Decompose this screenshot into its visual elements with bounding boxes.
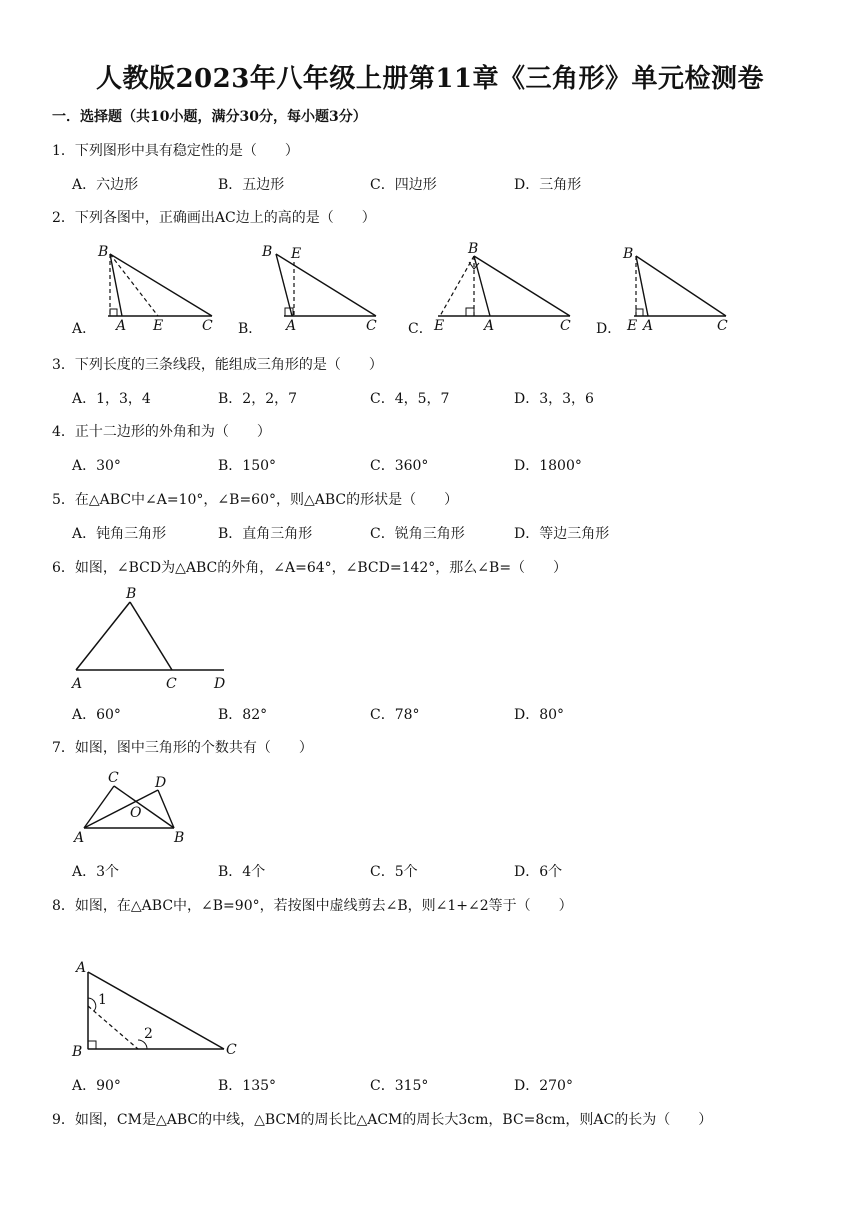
option-d: D．三角形 xyxy=(514,177,582,193)
question-3-stem: 3．下列长度的三条线段，能组成三角形的是（ ） xyxy=(52,357,383,373)
option-c: C．5个 xyxy=(370,864,418,880)
label-c: C xyxy=(560,318,571,334)
figure-2b-label: B． xyxy=(238,321,263,337)
option-d: D．270° xyxy=(514,1078,573,1094)
label-a: A xyxy=(484,318,495,334)
option-b: B．82° xyxy=(218,707,268,723)
figure-2c-label: C． xyxy=(408,321,433,337)
label-e: E xyxy=(434,318,445,334)
option-b: B．135° xyxy=(218,1078,277,1094)
label-b: B xyxy=(126,586,137,602)
option-c: C．四边形 xyxy=(370,177,437,193)
option-c: C．315° xyxy=(370,1078,429,1094)
label-b: B xyxy=(623,246,634,262)
option-d: D．等边三角形 xyxy=(514,526,610,542)
figure-2a-label: A． xyxy=(72,321,97,337)
label-d: D xyxy=(155,775,167,791)
label-e: E xyxy=(291,246,302,262)
section-heading: 一．选择题（共10小题，满分30分，每小题3分） xyxy=(52,109,367,125)
option-c: C．360° xyxy=(370,458,429,474)
label-e: E xyxy=(627,318,638,334)
option-a: A．1，3，4 xyxy=(72,391,151,407)
option-c: C．锐角三角形 xyxy=(370,526,465,542)
label-d: D xyxy=(214,676,226,692)
option-b: B．2，2，7 xyxy=(218,391,298,407)
question-6-stem: 6．如图，∠BCD为△ABC的外角，∠A=64°，∠BCD=142°，那么∠B=（ ） xyxy=(52,560,568,576)
option-b: B．直角三角形 xyxy=(218,526,313,542)
option-a: A．钝角三角形 xyxy=(72,526,167,542)
option-d: D．6个 xyxy=(514,864,563,880)
question-1-stem: 1．下列图形中具有稳定性的是（ ） xyxy=(52,143,299,159)
option-a: A．30° xyxy=(72,458,121,474)
label-a: A xyxy=(643,318,654,334)
label-b: B xyxy=(98,244,109,260)
question-8-options xyxy=(72,1075,752,1095)
label-c: C xyxy=(226,1042,237,1058)
option-c: C．78° xyxy=(370,707,420,723)
label-c: C xyxy=(202,318,213,334)
label-c: C xyxy=(717,318,728,334)
option-d: D．3，3，6 xyxy=(514,391,594,407)
question-7-stem: 7．如图，图中三角形的个数共有（ ） xyxy=(52,740,313,756)
option-d: D．80° xyxy=(514,707,565,723)
option-a: A．60° xyxy=(72,707,121,723)
label-a: A xyxy=(116,318,127,334)
angle-2-label: 2 xyxy=(144,1026,153,1042)
option-b: B．五边形 xyxy=(218,177,285,193)
question-4-stem: 4．正十二边形的外角和为（ ） xyxy=(52,424,271,440)
option-a: A．3个 xyxy=(72,864,120,880)
option-a: A．90° xyxy=(72,1078,121,1094)
question-2-stem: 2．下列各图中，正确画出AC边上的高的是（ ） xyxy=(52,210,376,226)
option-b: B．150° xyxy=(218,458,277,474)
option-a: A．六边形 xyxy=(72,177,139,193)
label-b: B xyxy=(468,241,479,257)
label-a: A xyxy=(72,676,83,692)
option-d: D．1800° xyxy=(514,458,582,474)
question-9-stem: 9．如图，CM是△ABC的中线，△BCM的周长比△ACM的周长大3cm，BC=8cm，则AC的长为（ ） xyxy=(52,1112,713,1128)
label-a: A xyxy=(74,830,85,846)
page-title: 人教版2023年八年级上册第11章《三角形》单元检测卷 xyxy=(95,64,765,94)
option-c: C．4，5，7 xyxy=(370,391,450,407)
label-b: B xyxy=(174,830,185,846)
figure-2d-label: D． xyxy=(596,321,622,337)
angle-1-label: 1 xyxy=(98,992,107,1008)
label-b: B xyxy=(262,244,273,260)
label-o: O xyxy=(130,805,142,821)
label-c: C xyxy=(166,676,177,692)
question-5-stem: 5．在△ABC中∠A=10°，∠B=60°，则△ABC的形状是（ ） xyxy=(52,492,459,508)
label-c: C xyxy=(108,770,119,786)
label-a: A xyxy=(76,960,87,976)
label-b: B xyxy=(72,1044,83,1060)
label-a: A xyxy=(286,318,297,334)
label-e: E xyxy=(153,318,164,334)
option-b: B．4个 xyxy=(218,864,266,880)
label-c: C xyxy=(366,318,377,334)
question-8-stem: 8．如图，在△ABC中，∠B=90°，若按图中虚线剪去∠B，则∠1+∠2等于（ ） xyxy=(52,898,573,914)
